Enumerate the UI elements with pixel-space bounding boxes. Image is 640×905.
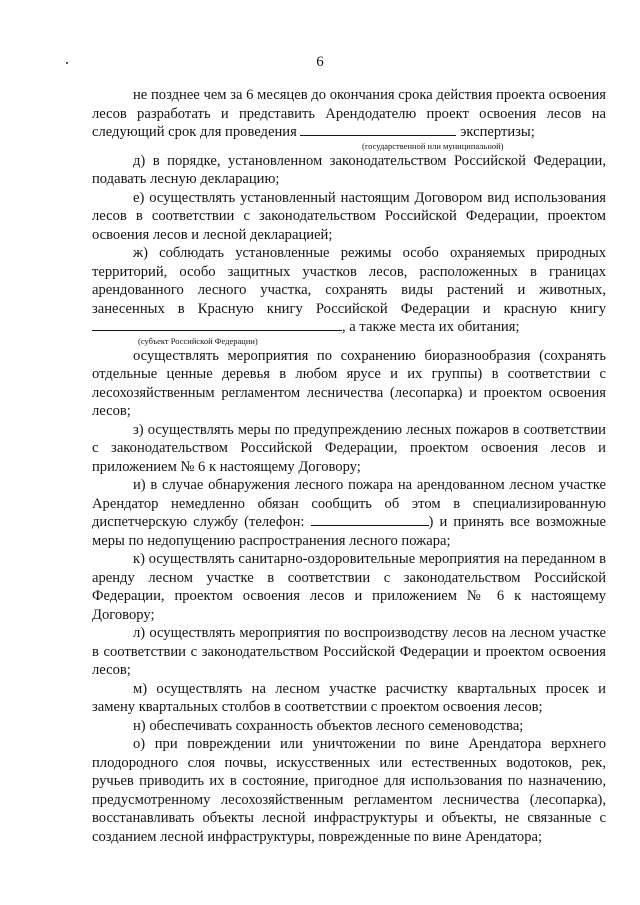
paragraph-text: и) в случае обнаружения лесного пожара на арендованном лесном участке Арендатор немедленно обязан сообщить об этом в специализированную диспетчерскую службу (телефон: (92, 477, 606, 530)
paragraph-n: н) обеспечивать сохранность объектов лесного семеноводства; (133, 717, 524, 734)
blank-caption: (субъект Российской Федерации) (138, 335, 258, 346)
paragraph-d: д) в порядке, установленном законодательством Российской Федерации, подавать лесную декларацию; (92, 152, 606, 187)
paragraph-m: м) осуществлять на лесном участке расчистку квартальных просек и замену квартальных столбов в соответствии с проектом освоения лесов; (92, 680, 606, 715)
paragraph-zh (92, 244, 606, 337)
blank-line (92, 318, 342, 331)
blank-line (300, 123, 456, 136)
paragraph-text: ж) соблюдать установленные режимы особо охраняемых природных территорий, особо защитных участков лесов, расположенных в границах арендованного лесного участка, сохранять виды растений и животных, занесенных в Красную книгу Российской Федерации и красную книгу (92, 245, 606, 317)
paragraph-text: экспертизы; (460, 124, 535, 140)
blank-line (311, 513, 429, 526)
paragraph-i (92, 476, 606, 550)
paragraph-l: л) осуществлять мероприятия по воспроизводству лесов на лесном участке в соответствии с законодательством Российской Федерации и проектом освоения лесов; (92, 625, 606, 678)
paragraph-text: ) и принять все возможные меры по недопущению распространения лесного пожара; (92, 514, 606, 549)
document-body (92, 86, 606, 846)
paragraph-biodiversity: осуществлять мероприятия по сохранению биоразнообразия (сохранять отдельные ценные деревья в любом ярусе и их группы) в соответствии с лесохозяйственным регламентом лесничества (лесопарка) и проектом освоения лесов; (92, 347, 606, 419)
paragraph-project-submission (92, 86, 606, 142)
paragraph-text: , а также места их обитания; (342, 319, 520, 335)
paragraph-z: з) осуществлять меры по предупреждению лесных пожаров в соответствии с законодательством Российской Федерации, проектом освоения лесов и приложением № 6 к настоящему Договору; (92, 421, 606, 475)
paragraph-e: е) осуществлять установленный настоящим Договором вид использования лесов в соответствии с законодательством Российской Федерации, проектом освоения лесов и лесной декларацией; (92, 189, 606, 243)
page-number: 6 (316, 54, 324, 70)
paragraph-k: к) осуществлять санитарно-оздоровительные мероприятия на переданном в аренду лесном участке в соответствии с законодательством Российской Федерации, проектом освоения лесов и приложением № 6 к настоящему Договору; (92, 551, 606, 623)
paragraph-text: не позднее чем за 6 месяцев до окончания срока действия проекта освоения лесов разработать и представить Арендодателю проект освоения лесов на следующий срок для проведения (92, 87, 606, 140)
blank-caption: (государственной или муниципальной) (362, 140, 504, 151)
paragraph-o: о) при повреждении или уничтожении по вине Арендатора верхнего плодородного слоя почвы, искусственных или естественных водотоков, рек, ручьев приводить их в состояние, пригодное для использования по назначению, предусмотренному лесохозяйственным регламентом лесничества (лесопарка), восстанавливать объекты лесной инфраструктуры и объекты, не связанные с созданием лесной инфраструктуры, поврежденные по вине Арендатора; (92, 736, 606, 845)
